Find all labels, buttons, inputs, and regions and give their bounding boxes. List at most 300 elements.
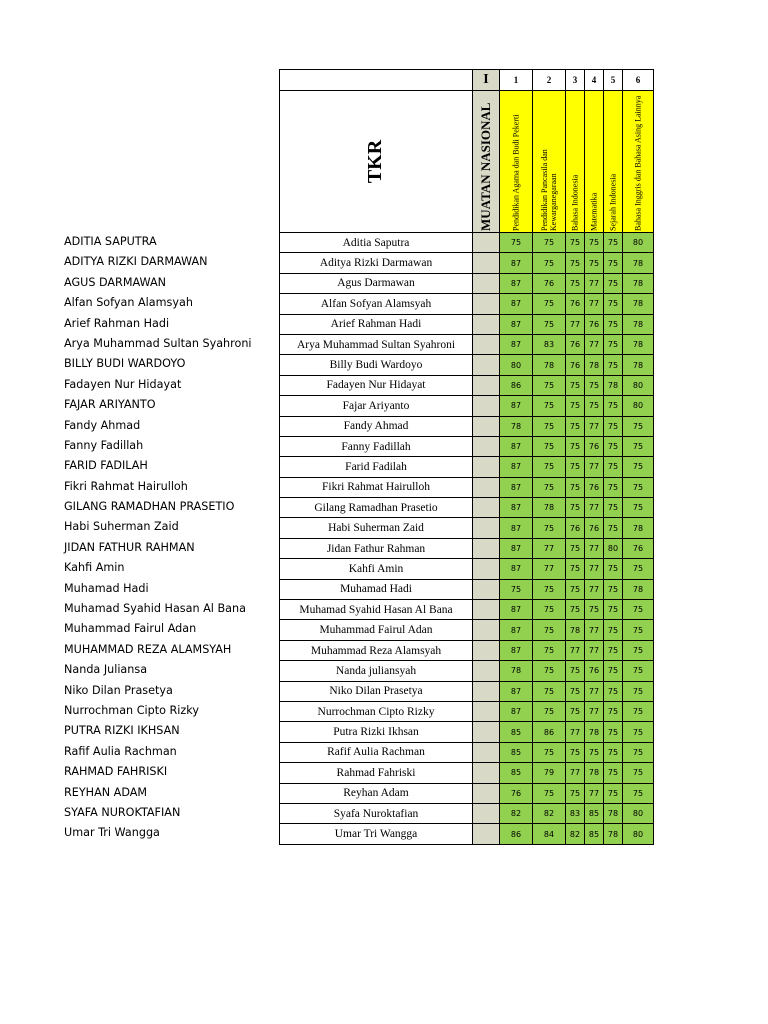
score-cell-3: 77 bbox=[566, 763, 585, 783]
table-row bbox=[280, 498, 654, 518]
table-row bbox=[280, 579, 654, 599]
table-row bbox=[280, 803, 654, 823]
left-student-name: SYAFA NUROKTAFIAN bbox=[64, 805, 181, 819]
score-cell-4: 85 bbox=[585, 803, 604, 823]
score-cell-4: 77 bbox=[585, 783, 604, 803]
score-cell-3: 75 bbox=[566, 273, 585, 293]
score-cell-4: 77 bbox=[585, 294, 604, 314]
table-row bbox=[280, 681, 654, 701]
score-cell-2: 75 bbox=[533, 314, 566, 334]
score-cell-5: 75 bbox=[604, 273, 623, 293]
score-cell-1: 78 bbox=[500, 416, 533, 436]
left-student-name: GILANG RAMADHAN PRASETIO bbox=[64, 500, 235, 514]
left-student-name: FARID FADILAH bbox=[64, 459, 148, 473]
table-row bbox=[280, 722, 654, 742]
score-cell-4: 85 bbox=[585, 824, 604, 844]
subject-number-2: 2 bbox=[533, 70, 566, 91]
score-cell-2: 75 bbox=[533, 742, 566, 762]
left-student-name: Fandy Ahmad bbox=[64, 418, 141, 432]
student-name-cell: Muhamad Syahid Hasan Al Bana bbox=[280, 600, 473, 620]
score-cell-1: 87 bbox=[500, 518, 533, 538]
score-cell-3: 78 bbox=[566, 620, 585, 640]
table-row bbox=[280, 783, 654, 803]
subject-header-4 bbox=[585, 91, 604, 233]
score-cell-5: 75 bbox=[604, 742, 623, 762]
score-cell-3: 77 bbox=[566, 722, 585, 742]
score-cell-6: 75 bbox=[623, 559, 654, 579]
score-cell-2: 78 bbox=[533, 498, 566, 518]
table-row bbox=[280, 742, 654, 762]
muatan-nasional-cell bbox=[473, 640, 500, 660]
header-subject-row bbox=[280, 91, 654, 233]
score-cell-3: 76 bbox=[566, 518, 585, 538]
score-cell-3: 76 bbox=[566, 334, 585, 354]
left-student-name: Arya Muhammad Sultan Syahroni bbox=[64, 336, 252, 350]
left-student-name: Muhamad Syahid Hasan Al Bana bbox=[64, 602, 246, 616]
score-cell-6: 80 bbox=[623, 803, 654, 823]
subject-number-4: 4 bbox=[585, 70, 604, 91]
score-cell-2: 75 bbox=[533, 701, 566, 721]
table-row bbox=[280, 375, 654, 395]
student-name-cell: Jidan Fathur Rahman bbox=[280, 538, 473, 558]
score-cell-4: 75 bbox=[585, 396, 604, 416]
score-cell-6: 78 bbox=[623, 294, 654, 314]
program-cell bbox=[280, 91, 473, 233]
score-cell-5: 75 bbox=[604, 640, 623, 660]
score-cell-4: 76 bbox=[585, 477, 604, 497]
left-student-name: Fanny Fadillah bbox=[64, 438, 144, 452]
muatan-nasional-cell bbox=[473, 620, 500, 640]
score-cell-2: 76 bbox=[533, 273, 566, 293]
score-cell-6: 78 bbox=[623, 355, 654, 375]
score-cell-2: 75 bbox=[533, 783, 566, 803]
left-student-name: Rafif Aulia Rachman bbox=[64, 744, 177, 758]
score-cell-4: 78 bbox=[585, 763, 604, 783]
student-name-cell: Gilang Ramadhan Prasetio bbox=[280, 498, 473, 518]
score-cell-5: 75 bbox=[604, 396, 623, 416]
score-cell-2: 75 bbox=[533, 661, 566, 681]
table-row bbox=[280, 314, 654, 334]
muatan-nasional-cell bbox=[473, 763, 500, 783]
score-cell-5: 75 bbox=[604, 334, 623, 354]
left-student-name: ADITYA RIZKI DARMAWAN bbox=[64, 255, 208, 269]
score-cell-5: 75 bbox=[604, 233, 623, 253]
student-name-cell: Agus Darmawan bbox=[280, 273, 473, 293]
student-name-cell: Syafa Nuroktafian bbox=[280, 803, 473, 823]
student-name-cell: Kahfi Amin bbox=[280, 559, 473, 579]
score-cell-2: 75 bbox=[533, 640, 566, 660]
score-cell-5: 75 bbox=[604, 783, 623, 803]
table-row bbox=[280, 436, 654, 456]
header-number-row bbox=[280, 70, 654, 91]
score-cell-5: 75 bbox=[604, 436, 623, 456]
score-cell-1: 87 bbox=[500, 559, 533, 579]
student-name-cell: Fanny Fadillah bbox=[280, 436, 473, 456]
score-cell-1: 78 bbox=[500, 661, 533, 681]
muatan-nasional-cell bbox=[473, 538, 500, 558]
score-cell-6: 75 bbox=[623, 477, 654, 497]
student-name-cell: Rafif Aulia Rachman bbox=[280, 742, 473, 762]
score-cell-6: 75 bbox=[623, 620, 654, 640]
subject-label-3: Bahasa Indonesia bbox=[570, 174, 580, 231]
score-cell-4: 77 bbox=[585, 334, 604, 354]
student-name-cell: Fandy Ahmad bbox=[280, 416, 473, 436]
table-row bbox=[280, 294, 654, 314]
score-cell-1: 87 bbox=[500, 620, 533, 640]
score-cell-6: 78 bbox=[623, 518, 654, 538]
table-row bbox=[280, 640, 654, 660]
score-cell-2: 75 bbox=[533, 477, 566, 497]
student-name-list bbox=[64, 232, 274, 844]
score-cell-5: 75 bbox=[604, 294, 623, 314]
muatan-nasional-cell bbox=[473, 498, 500, 518]
muatan-nasional-cell bbox=[473, 681, 500, 701]
score-cell-3: 83 bbox=[566, 803, 585, 823]
score-cell-5: 75 bbox=[604, 457, 623, 477]
score-cell-1: 87 bbox=[500, 334, 533, 354]
subject-label-4: Matematika bbox=[589, 192, 599, 231]
score-cell-3: 76 bbox=[566, 294, 585, 314]
score-cell-4: 75 bbox=[585, 253, 604, 273]
score-cell-6: 75 bbox=[623, 436, 654, 456]
student-name-cell: Fadayen Nur Hidayat bbox=[280, 375, 473, 395]
score-cell-1: 76 bbox=[500, 783, 533, 803]
score-cell-4: 76 bbox=[585, 314, 604, 334]
score-cell-4: 77 bbox=[585, 273, 604, 293]
score-cell-6: 80 bbox=[623, 375, 654, 395]
table-row bbox=[280, 477, 654, 497]
score-cell-6: 78 bbox=[623, 314, 654, 334]
student-name-cell: Umar Tri Wangga bbox=[280, 824, 473, 844]
left-student-name: Muhamad Hadi bbox=[64, 581, 149, 595]
score-cell-1: 87 bbox=[500, 314, 533, 334]
score-cell-4: 75 bbox=[585, 600, 604, 620]
subject-label-1: Pendidikan Agama dan Budi Pekerti bbox=[511, 114, 521, 231]
score-cell-1: 87 bbox=[500, 640, 533, 660]
table-row bbox=[280, 661, 654, 681]
score-cell-1: 80 bbox=[500, 355, 533, 375]
score-cell-6: 75 bbox=[623, 498, 654, 518]
score-cell-3: 77 bbox=[566, 314, 585, 334]
score-cell-6: 75 bbox=[623, 416, 654, 436]
subject-number-3: 3 bbox=[566, 70, 585, 91]
score-cell-1: 85 bbox=[500, 722, 533, 742]
score-cell-5: 75 bbox=[604, 620, 623, 640]
subject-header-5 bbox=[604, 91, 623, 233]
student-name-cell: Farid Fadilah bbox=[280, 457, 473, 477]
student-name-cell: Fikri Rahmat Hairulloh bbox=[280, 477, 473, 497]
program-label: TKR bbox=[364, 139, 387, 184]
score-cell-3: 75 bbox=[566, 498, 585, 518]
subject-header-1 bbox=[500, 91, 533, 233]
score-cell-5: 75 bbox=[604, 498, 623, 518]
score-cell-2: 75 bbox=[533, 518, 566, 538]
muatan-nasional-cell bbox=[473, 803, 500, 823]
score-cell-3: 76 bbox=[566, 355, 585, 375]
score-cell-1: 87 bbox=[500, 701, 533, 721]
left-student-name: ADITIA SAPUTRA bbox=[64, 235, 157, 248]
left-student-name: Muhammad Fairul Adan bbox=[64, 622, 197, 636]
score-cell-5: 78 bbox=[604, 824, 623, 844]
score-cell-5: 80 bbox=[604, 538, 623, 558]
score-cell-2: 82 bbox=[533, 803, 566, 823]
table-row bbox=[280, 273, 654, 293]
score-cell-3: 75 bbox=[566, 253, 585, 273]
score-cell-1: 87 bbox=[500, 498, 533, 518]
muatan-nasional-cell bbox=[473, 233, 500, 253]
muatan-nasional-label: MUATAN NASIONAL bbox=[478, 102, 493, 231]
score-cell-4: 75 bbox=[585, 375, 604, 395]
score-cell-5: 75 bbox=[604, 477, 623, 497]
score-cell-5: 78 bbox=[604, 375, 623, 395]
score-cell-2: 79 bbox=[533, 763, 566, 783]
score-cell-3: 75 bbox=[566, 600, 585, 620]
score-cell-2: 75 bbox=[533, 233, 566, 253]
student-name-cell: Rahmad Fahriski bbox=[280, 763, 473, 783]
muatan-nasional-cell bbox=[473, 355, 500, 375]
grade-table bbox=[279, 69, 654, 845]
score-cell-1: 82 bbox=[500, 803, 533, 823]
score-cell-3: 75 bbox=[566, 477, 585, 497]
score-cell-1: 87 bbox=[500, 600, 533, 620]
table-row bbox=[280, 763, 654, 783]
score-cell-2: 77 bbox=[533, 559, 566, 579]
score-cell-6: 75 bbox=[623, 681, 654, 701]
score-cell-3: 75 bbox=[566, 538, 585, 558]
student-name-cell: Muhammad Reza Alamsyah bbox=[280, 640, 473, 660]
left-student-name: BILLY BUDI WARDOYO bbox=[64, 357, 186, 371]
score-cell-2: 75 bbox=[533, 600, 566, 620]
score-cell-5: 75 bbox=[604, 722, 623, 742]
muatan-nasional-cell bbox=[473, 396, 500, 416]
score-cell-5: 75 bbox=[604, 579, 623, 599]
muatan-nasional-cell bbox=[473, 294, 500, 314]
student-name-cell: Habi Suherman Zaid bbox=[280, 518, 473, 538]
subject-header-3 bbox=[566, 91, 585, 233]
score-cell-4: 77 bbox=[585, 457, 604, 477]
score-cell-2: 77 bbox=[533, 538, 566, 558]
table-row bbox=[280, 457, 654, 477]
muatan-nasional-cell bbox=[473, 477, 500, 497]
score-cell-1: 87 bbox=[500, 538, 533, 558]
subject-label-6: Bahasa Inggris dan Bahasa Asing Lainnya bbox=[633, 95, 643, 231]
muatan-nasional-cell bbox=[473, 661, 500, 681]
score-cell-5: 75 bbox=[604, 661, 623, 681]
score-cell-4: 75 bbox=[585, 233, 604, 253]
score-cell-1: 87 bbox=[500, 436, 533, 456]
muatan-nasional-cell bbox=[473, 722, 500, 742]
score-cell-1: 75 bbox=[500, 579, 533, 599]
score-cell-2: 83 bbox=[533, 334, 566, 354]
muatan-nasional-cell bbox=[473, 600, 500, 620]
score-cell-1: 87 bbox=[500, 681, 533, 701]
roman-numeral-cell: I bbox=[473, 70, 500, 91]
score-cell-6: 75 bbox=[623, 763, 654, 783]
score-cell-3: 82 bbox=[566, 824, 585, 844]
score-cell-6: 75 bbox=[623, 742, 654, 762]
score-cell-5: 75 bbox=[604, 355, 623, 375]
subject-number-1: 1 bbox=[500, 70, 533, 91]
student-name-cell: Muhammad Fairul Adan bbox=[280, 620, 473, 640]
score-cell-2: 75 bbox=[533, 416, 566, 436]
muatan-nasional-cell bbox=[473, 579, 500, 599]
muatan-nasional-cell bbox=[473, 273, 500, 293]
score-cell-3: 75 bbox=[566, 457, 585, 477]
score-cell-2: 75 bbox=[533, 375, 566, 395]
muatan-nasional-header bbox=[473, 91, 500, 233]
score-cell-3: 75 bbox=[566, 701, 585, 721]
score-cell-1: 87 bbox=[500, 396, 533, 416]
left-student-name: Nurrochman Cipto Rizky bbox=[64, 703, 199, 717]
score-cell-3: 75 bbox=[566, 783, 585, 803]
student-name-cell: Reyhan Adam bbox=[280, 783, 473, 803]
score-cell-3: 75 bbox=[566, 396, 585, 416]
score-cell-6: 75 bbox=[623, 722, 654, 742]
score-cell-4: 77 bbox=[585, 640, 604, 660]
score-cell-6: 80 bbox=[623, 233, 654, 253]
muatan-nasional-cell bbox=[473, 375, 500, 395]
muatan-nasional-cell bbox=[473, 701, 500, 721]
score-cell-1: 87 bbox=[500, 477, 533, 497]
score-cell-2: 75 bbox=[533, 620, 566, 640]
score-cell-1: 87 bbox=[500, 253, 533, 273]
student-name-cell: Nanda juliansyah bbox=[280, 661, 473, 681]
score-cell-5: 75 bbox=[604, 314, 623, 334]
score-cell-1: 85 bbox=[500, 763, 533, 783]
score-cell-6: 76 bbox=[623, 538, 654, 558]
left-student-name: FAJAR ARIYANTO bbox=[64, 398, 156, 412]
score-cell-2: 75 bbox=[533, 294, 566, 314]
muatan-nasional-cell bbox=[473, 518, 500, 538]
left-student-name: Fikri Rahmat Hairulloh bbox=[64, 479, 188, 493]
score-cell-3: 75 bbox=[566, 579, 585, 599]
score-cell-4: 77 bbox=[585, 559, 604, 579]
score-cell-1: 86 bbox=[500, 824, 533, 844]
student-name-cell: Alfan Sofyan Alamsyah bbox=[280, 294, 473, 314]
muatan-nasional-cell bbox=[473, 436, 500, 456]
score-cell-2: 86 bbox=[533, 722, 566, 742]
header-blank-cell bbox=[280, 70, 473, 91]
left-student-name: PUTRA RIZKI IKHSAN bbox=[64, 724, 180, 738]
score-cell-4: 77 bbox=[585, 620, 604, 640]
score-cell-4: 77 bbox=[585, 416, 604, 436]
score-cell-6: 78 bbox=[623, 273, 654, 293]
score-cell-2: 84 bbox=[533, 824, 566, 844]
score-cell-1: 87 bbox=[500, 457, 533, 477]
score-cell-5: 75 bbox=[604, 600, 623, 620]
score-cell-2: 75 bbox=[533, 457, 566, 477]
score-cell-4: 76 bbox=[585, 436, 604, 456]
score-cell-3: 75 bbox=[566, 661, 585, 681]
muatan-nasional-cell bbox=[473, 334, 500, 354]
left-student-name: Fadayen Nur Hidayat bbox=[64, 377, 182, 391]
score-cell-6: 75 bbox=[623, 640, 654, 660]
score-cell-3: 75 bbox=[566, 742, 585, 762]
student-name-cell: Arya Muhammad Sultan Syahroni bbox=[280, 334, 473, 354]
left-student-name: Nanda Juliansa bbox=[64, 663, 148, 677]
score-cell-3: 75 bbox=[566, 375, 585, 395]
score-cell-1: 85 bbox=[500, 742, 533, 762]
left-student-name: Arief Rahman Hadi bbox=[64, 316, 170, 330]
score-cell-3: 75 bbox=[566, 436, 585, 456]
score-cell-4: 77 bbox=[585, 538, 604, 558]
score-cell-3: 77 bbox=[566, 640, 585, 660]
score-cell-4: 76 bbox=[585, 518, 604, 538]
student-name-cell: Nurrochman Cipto Rizky bbox=[280, 701, 473, 721]
muatan-nasional-cell bbox=[473, 416, 500, 436]
left-student-name: MUHAMMAD REZA ALAMSYAH bbox=[64, 642, 232, 656]
score-cell-5: 75 bbox=[604, 518, 623, 538]
score-cell-6: 75 bbox=[623, 701, 654, 721]
score-cell-4: 78 bbox=[585, 355, 604, 375]
student-name-cell: Aditya Rizki Darmawan bbox=[280, 253, 473, 273]
table-row bbox=[280, 518, 654, 538]
table-row bbox=[280, 334, 654, 354]
table-row bbox=[280, 600, 654, 620]
left-student-name: Umar Tri Wangga bbox=[64, 826, 160, 840]
muatan-nasional-cell bbox=[473, 314, 500, 334]
score-cell-5: 78 bbox=[604, 803, 623, 823]
table-row bbox=[280, 620, 654, 640]
score-cell-4: 76 bbox=[585, 661, 604, 681]
table-row bbox=[280, 824, 654, 844]
score-cell-6: 75 bbox=[623, 783, 654, 803]
score-cell-1: 86 bbox=[500, 375, 533, 395]
muatan-nasional-cell bbox=[473, 783, 500, 803]
score-cell-2: 75 bbox=[533, 253, 566, 273]
subject-header-2 bbox=[533, 91, 566, 233]
score-cell-2: 75 bbox=[533, 396, 566, 416]
score-cell-3: 75 bbox=[566, 233, 585, 253]
score-cell-5: 75 bbox=[604, 763, 623, 783]
subject-label-2: Pendidikan Pancasila dan Kewarganegaraan bbox=[540, 148, 558, 231]
score-cell-3: 75 bbox=[566, 416, 585, 436]
table-row bbox=[280, 538, 654, 558]
left-student-name: RAHMAD FAHRISKI bbox=[64, 765, 168, 779]
score-cell-6: 75 bbox=[623, 457, 654, 477]
score-cell-3: 75 bbox=[566, 681, 585, 701]
score-cell-4: 75 bbox=[585, 742, 604, 762]
subject-number-6: 6 bbox=[623, 70, 654, 91]
student-name-cell: Aditia Saputra bbox=[280, 233, 473, 253]
table-row bbox=[280, 416, 654, 436]
score-cell-5: 75 bbox=[604, 701, 623, 721]
left-student-name: Kahfi Amin bbox=[64, 561, 125, 575]
score-cell-4: 77 bbox=[585, 579, 604, 599]
left-student-name: Niko Dilan Prasetya bbox=[64, 683, 173, 697]
score-cell-2: 78 bbox=[533, 355, 566, 375]
muatan-nasional-cell bbox=[473, 253, 500, 273]
score-cell-1: 87 bbox=[500, 294, 533, 314]
score-cell-2: 75 bbox=[533, 436, 566, 456]
score-cell-4: 77 bbox=[585, 701, 604, 721]
score-cell-6: 75 bbox=[623, 661, 654, 681]
muatan-nasional-cell bbox=[473, 457, 500, 477]
score-cell-6: 75 bbox=[623, 600, 654, 620]
left-student-name: REYHAN ADAM bbox=[64, 785, 148, 799]
table-row bbox=[280, 355, 654, 375]
score-cell-6: 78 bbox=[623, 334, 654, 354]
score-cell-6: 78 bbox=[623, 253, 654, 273]
score-cell-6: 80 bbox=[623, 396, 654, 416]
score-cell-5: 75 bbox=[604, 681, 623, 701]
subject-number-5: 5 bbox=[604, 70, 623, 91]
left-student-name: Habi Suherman Zaid bbox=[64, 520, 179, 534]
score-cell-4: 78 bbox=[585, 722, 604, 742]
left-student-name: AGUS DARMAWAN bbox=[64, 275, 166, 289]
table-row bbox=[280, 701, 654, 721]
muatan-nasional-cell bbox=[473, 824, 500, 844]
